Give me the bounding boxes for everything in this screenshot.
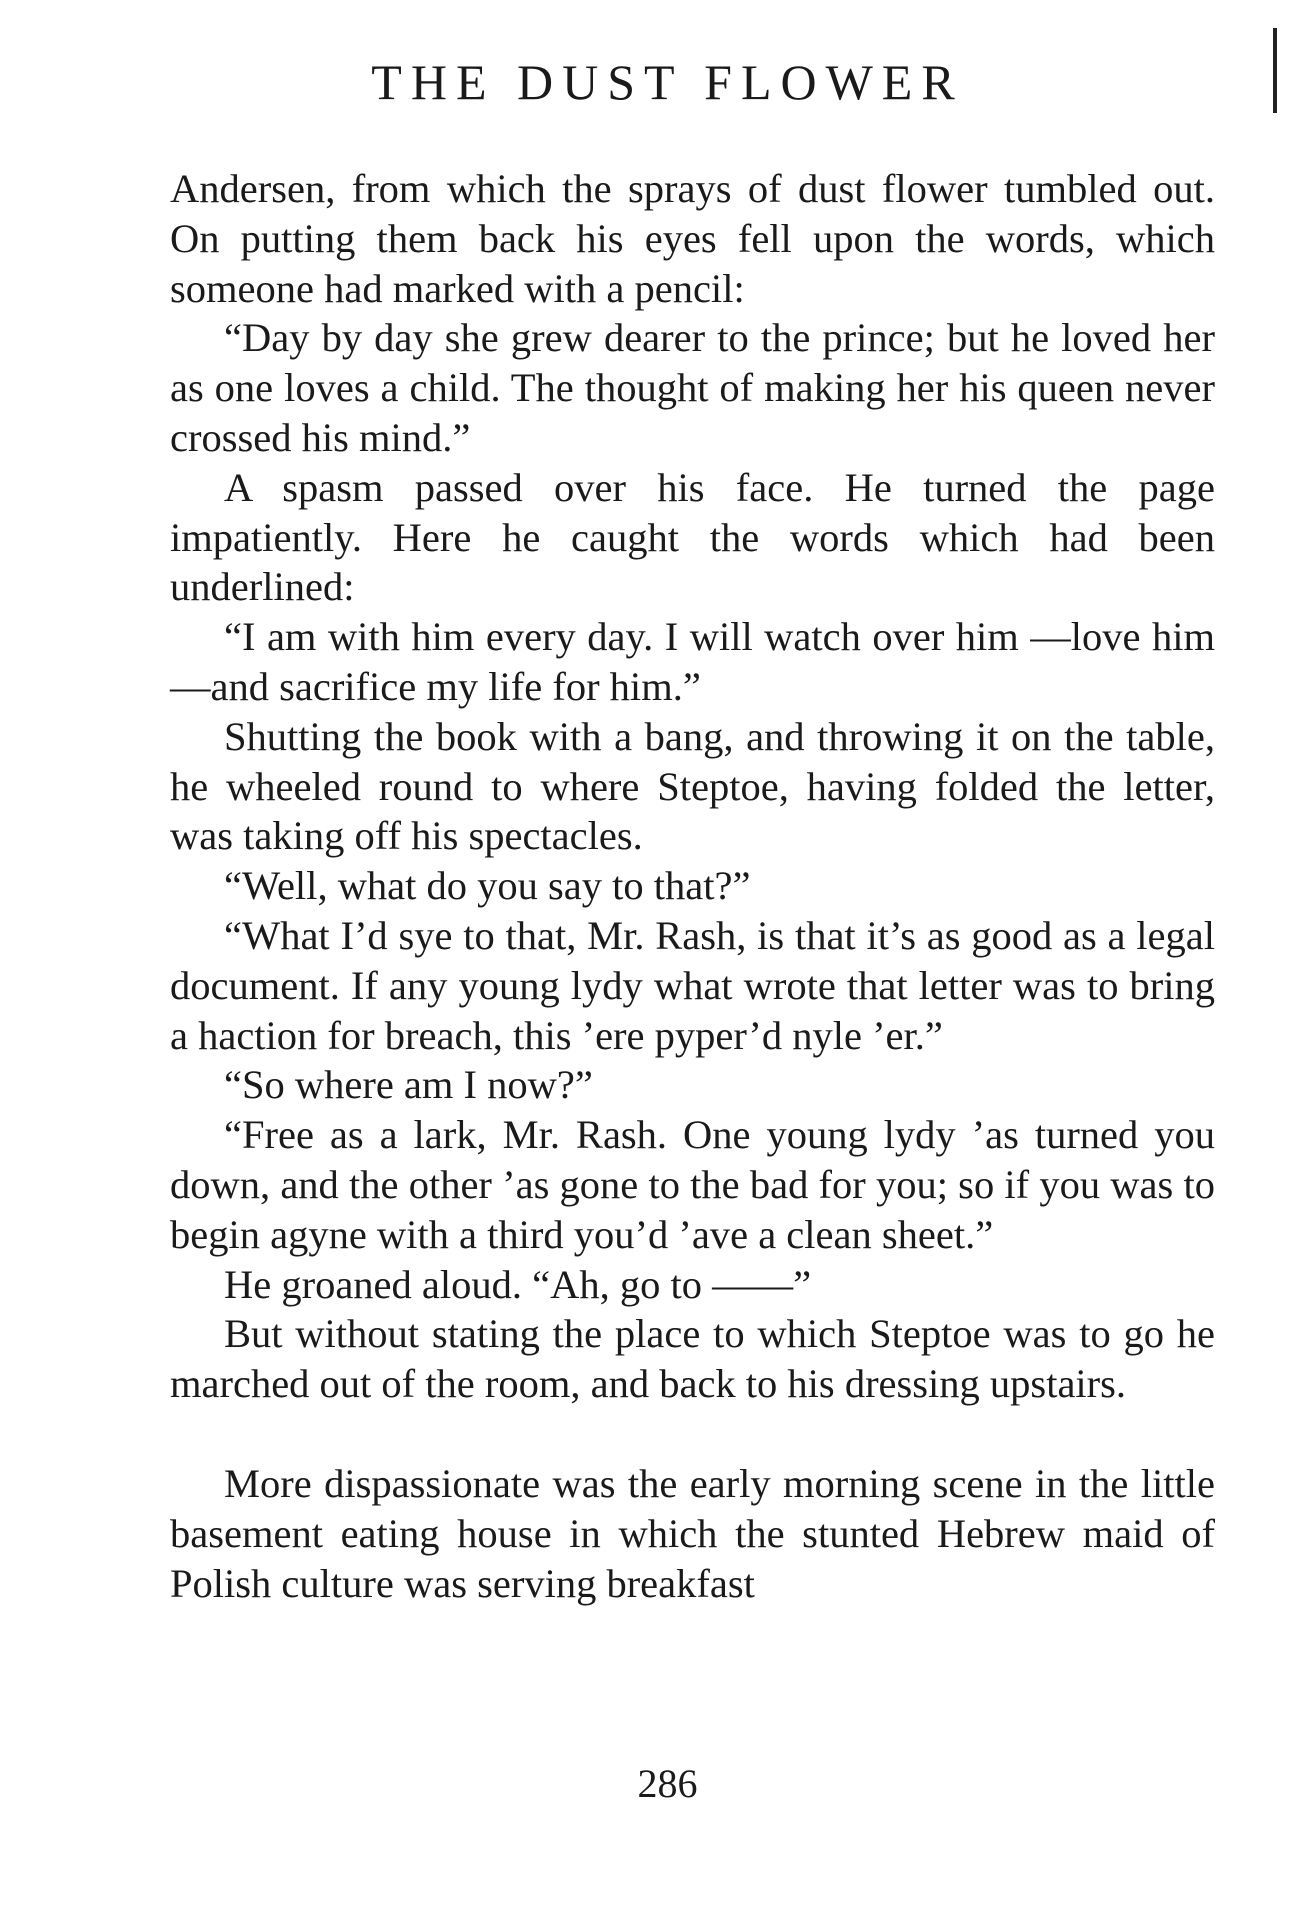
paragraph: “Well, what do you say to that?” xyxy=(224,863,751,909)
paragraph: “Day by day she grew dearer to the prince; but he loved her as one loves a child. The thought of making her his queen never crossed his mind.” xyxy=(170,315,1215,460)
page-number: 286 xyxy=(637,1761,698,1806)
body-text xyxy=(170,164,1215,1608)
paragraph: Shutting the book with a bang, and throwing it on the table, he wheeled round to where Steptoe, having folded the letter, was taking off his spectacles. xyxy=(170,713,1215,859)
paragraph: “So where am I now?” xyxy=(224,1062,593,1108)
paragraph-new-section: More dispassionate was the early morning scene in the little basement eating house in which the stunted Hebrew maid of Polish culture was serving breakfast xyxy=(170,1460,1215,1606)
paragraph: Andersen, from which the sprays of dust flower tumbled out. On putting them back his eyes fell upon the words, which someone had marked with a pencil: xyxy=(170,166,1215,311)
running-title: THE DUST FLOWER xyxy=(371,54,964,110)
paragraph: “What I’d sye to that, Mr. Rash, is that it’s as good as a legal document. If any young lydy what wrote that letter was to bring a haction for breach, this ’ere pyper’d nyle ’er.” xyxy=(170,912,1215,1058)
paragraph: “Free as a lark, Mr. Rash. One young lydy ’as turned you down, and the other ’as gone to the bad for you; so if you was to begin agyne with a third you’d ’ave a clean sheet.” xyxy=(170,1112,1215,1257)
paragraph: But without stating the place to which Steptoe was to go he marched out of the room, and back to his dressing upstairs. xyxy=(170,1311,1215,1407)
paragraph: “I am with him every day. I will watch over him —love him—and sacrifice my life for him.” xyxy=(170,614,1215,709)
paragraph: He groaned aloud. “Ah, go to ——” xyxy=(224,1261,812,1307)
paragraph: A spasm passed over his face. He turned the page impatiently. Here he caught the words which had been underlined: xyxy=(170,464,1215,610)
